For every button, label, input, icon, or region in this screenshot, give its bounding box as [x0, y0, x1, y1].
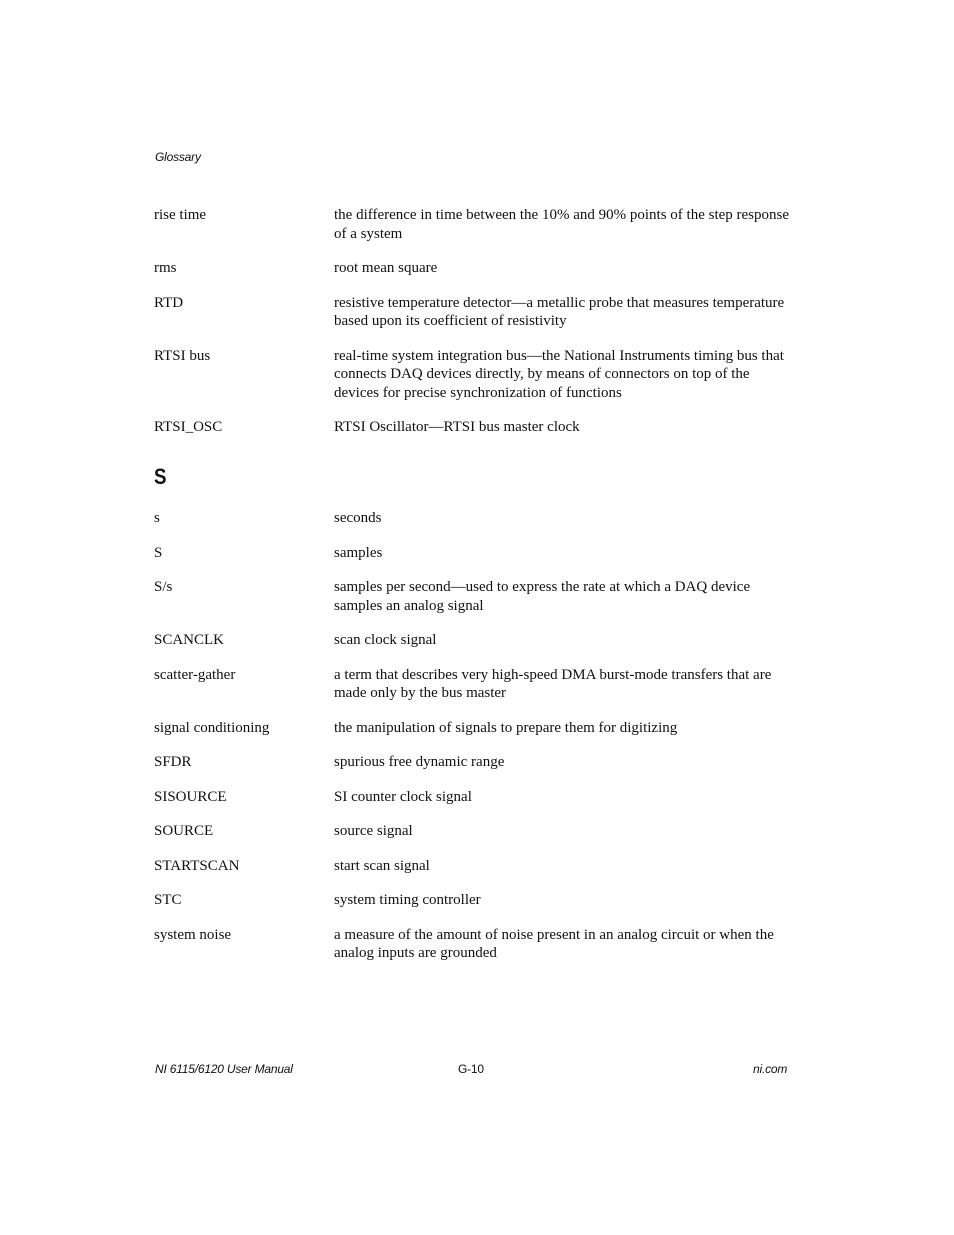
glossary-term: S [154, 544, 163, 561]
glossary-definition: SI counter clock signal [334, 788, 472, 805]
glossary-definition: samples [334, 544, 383, 561]
glossary-definition: the difference in time between the 10% and 90% points of the step response of a system [334, 207, 790, 242]
glossary-entry [154, 206, 794, 243]
glossary-entry [154, 753, 794, 772]
glossary-definition: scan clock signal [334, 632, 437, 648]
glossary-term: SISOURCE [154, 788, 227, 805]
glossary-definition: seconds [334, 510, 382, 526]
glossary-definition: start scan signal [334, 857, 430, 874]
glossary-term: scatter-gather [154, 666, 236, 683]
glossary-term: RTSI bus [154, 347, 211, 364]
footer-manual-title: NI 6115/6120 User Manual [155, 1062, 293, 1076]
glossary-term: STARTSCAN [154, 857, 240, 874]
glossary-entry [154, 926, 794, 963]
glossary-term: rms [154, 260, 177, 276]
glossary-term: system noise [154, 926, 232, 943]
glossary-entry [154, 509, 794, 528]
glossary-entry [154, 578, 794, 615]
glossary-section-r [154, 206, 794, 437]
glossary-term: s [154, 510, 160, 526]
glossary-definition: source signal [334, 823, 413, 839]
glossary-entry [154, 788, 794, 807]
glossary-definition: system timing controller [334, 892, 481, 908]
glossary-section-s [154, 509, 794, 963]
glossary-entry [154, 544, 794, 563]
glossary-entry [154, 347, 794, 403]
glossary-entry [154, 822, 794, 841]
glossary-term: S/s [154, 579, 173, 595]
glossary-definition: spurious free dynamic range [334, 754, 505, 770]
footer-website: ni.com [753, 1062, 788, 1076]
glossary-term: SCANCLK [154, 632, 225, 648]
glossary-definition: a term that describes very high-speed DMA burst-mode transfers that are made only by the bus master [334, 666, 772, 701]
glossary-term: STC [154, 892, 182, 908]
glossary-definition: real-time system integration bus—the National Instruments timing bus that connects DAQ devices directly, by means of connectors on top of the devices for precise synchronization of functions [334, 347, 784, 401]
glossary-entry [154, 857, 794, 876]
glossary-entry [154, 891, 794, 910]
running-header: Glossary [155, 150, 201, 164]
glossary-term: SFDR [154, 754, 192, 770]
glossary-term: signal conditioning [154, 719, 270, 736]
glossary-definition: resistive temperature detector—a metallic probe that measures temperature based upon its coefficient of resistivity [334, 294, 785, 329]
glossary-term: rise time [154, 207, 207, 223]
glossary-definition: samples per second—used to express the rate at which a DAQ device samples an analog signal [334, 579, 751, 614]
glossary-entry [154, 631, 794, 650]
glossary-definition: a measure of the amount of noise present in an analog circuit or when the analog inputs are grounded [334, 926, 774, 961]
section-letter-heading: S [154, 464, 167, 489]
glossary-definition: RTSI Oscillator—RTSI bus master clock [334, 419, 580, 435]
glossary-term: RTD [154, 294, 184, 311]
glossary-entry [154, 666, 794, 703]
footer-page-number: G-10 [458, 1062, 484, 1076]
glossary-term: RTSI_OSC [154, 419, 223, 435]
glossary-definition: root mean square [334, 260, 438, 276]
glossary-entry [154, 259, 794, 278]
glossary-entry [154, 418, 794, 437]
glossary-term: SOURCE [154, 823, 214, 839]
glossary-definition: the manipulation of signals to prepare them for digitizing [334, 719, 678, 736]
glossary-entry [154, 719, 794, 738]
glossary-entry [154, 294, 794, 331]
